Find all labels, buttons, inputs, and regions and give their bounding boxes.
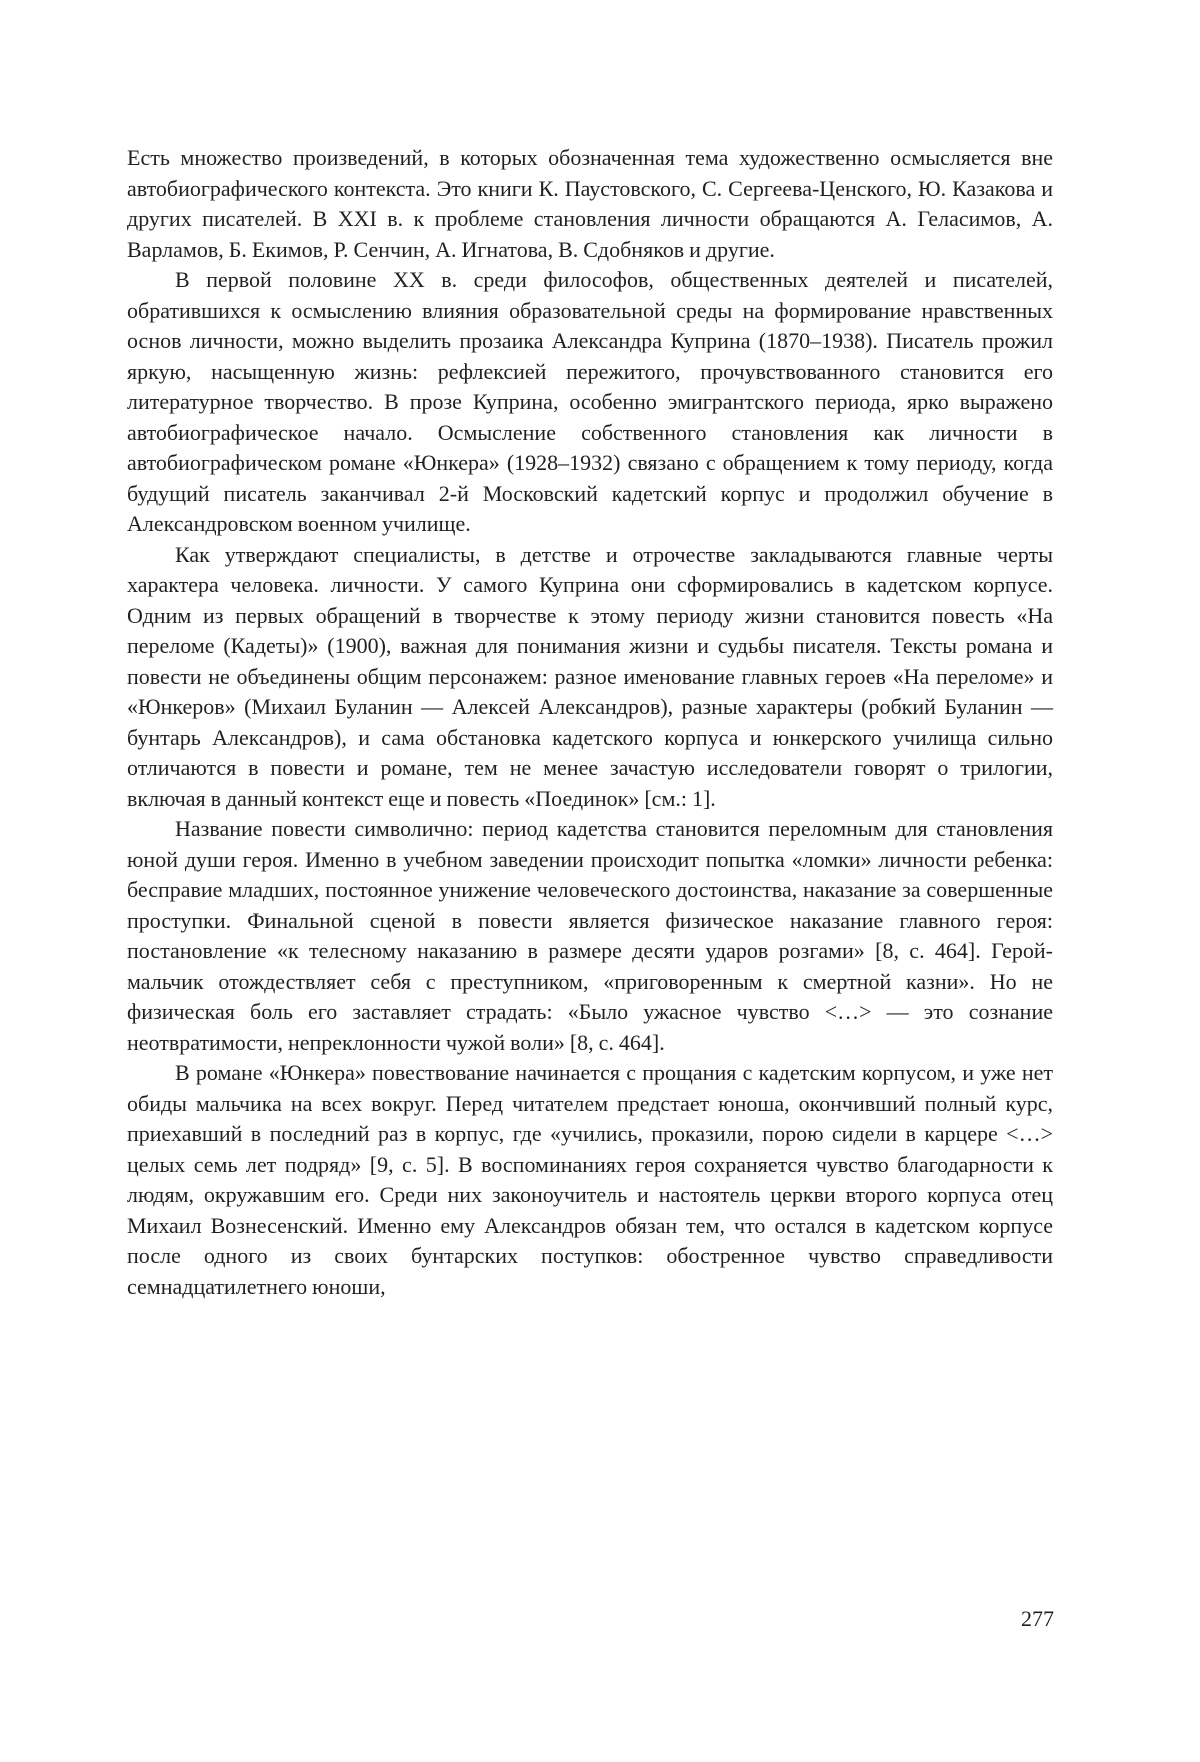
paragraph-1: Есть множество произведений, в которых обозначенная тема художественно осмысляется вне автобиографического контекста. Это книги К. Паустовского, С. Сергеева-Ценского, Ю. Казакова и других писателей. В XXI в. к проблеме становления личности обращаются А. Геласимов, А. Варламов, Б. Екимов, Р. Сенчин, А. Игнатова, В. Сдобняков и другие.	[127, 143, 1053, 265]
page-body	[127, 143, 1053, 1302]
paragraph-2: В первой половине XX в. среди философов, общественных деятелей и писателей, обратившихся к осмыслению влияния образовательной среды на формирование нравственных основ личности, можно выделить прозаика Александра Куприна (1870–1938). Писатель прожил яркую, насыщенную жизнь: рефлексией пережитого, прочувствованного становится его литературное творчество. В прозе Куприна, особенно эмигрантского периода, ярко выражено автобиографическое начало. Осмысление собственного становления как личности в автобиографическом романе «Юнкера» (1928–1932) связано с обращением к тому периоду, когда будущий писатель заканчивал 2-й Московский кадетский корпус и продолжил обучение в Александровском военном училище.	[127, 265, 1053, 540]
page-number: 277	[1021, 1606, 1054, 1632]
paragraph-5: В романе «Юнкера» повествование начинается с прощания с кадетским корпусом, и уже нет обиды мальчика на всех вокруг. Перед читателем предстает юноша, окончивший полный курс, приехавший в последний раз в корпус, где «учились, проказили, порою сидели в карцере <…> целых семь лет подряд» [9, с. 5]. В воспоминаниях героя сохраняется чувство благодарности к людям, окружавшим его. Среди них законоучитель и настоятель церкви второго корпуса отец Михаил Вознесенский. Именно ему Александров обязан тем, что остался в кадетском корпусе после одного из своих бунтарских поступков: обостренное чувство справедливости семнадцатилетнего юноши,	[127, 1058, 1053, 1302]
paragraph-4: Название повести символично: период кадетства становится переломным для становления юной души героя. Именно в учебном заведении происходит попытка «ломки» личности ребенка: бесправие младших, постоянное унижение человеческого достоинства, наказание за совершенные проступки. Финальной сценой в повести является физическое наказание главного героя: постановление «к телесному наказанию в размере десяти ударов розгами» [8, с. 464]. Герой-мальчик отождествляет себя с преступником, «приговоренным к смертной казни». Но не физическая боль его заставляет страдать: «Было ужасное чувство <…> — это сознание неотвратимости, непреклонности чужой воли» [8, с. 464].	[127, 814, 1053, 1058]
paragraph-3: Как утверждают специалисты, в детстве и отрочестве закладываются главные черты характера человека. личности. У самого Куприна они сформировались в кадетском корпусе. Одним из первых обращений в творчестве к этому периоду жизни становится повесть «На переломе (Кадеты)» (1900), важная для понимания жизни и судьбы писателя. Тексты романа и повести не объединены общим персонажем: разное именование главных героев «На переломе» и «Юнкеров» (Михаил Буланин — Алексей Александров), разные характеры (робкий Буланин — бунтарь Александров), и сама обстановка кадетского корпуса и юнкерского училища сильно отличаются в повести и романе, тем не менее зачастую исследователи говорят о трилогии, включая в данный контекст еще и повесть «Поединок» [см.: 1].	[127, 540, 1053, 815]
